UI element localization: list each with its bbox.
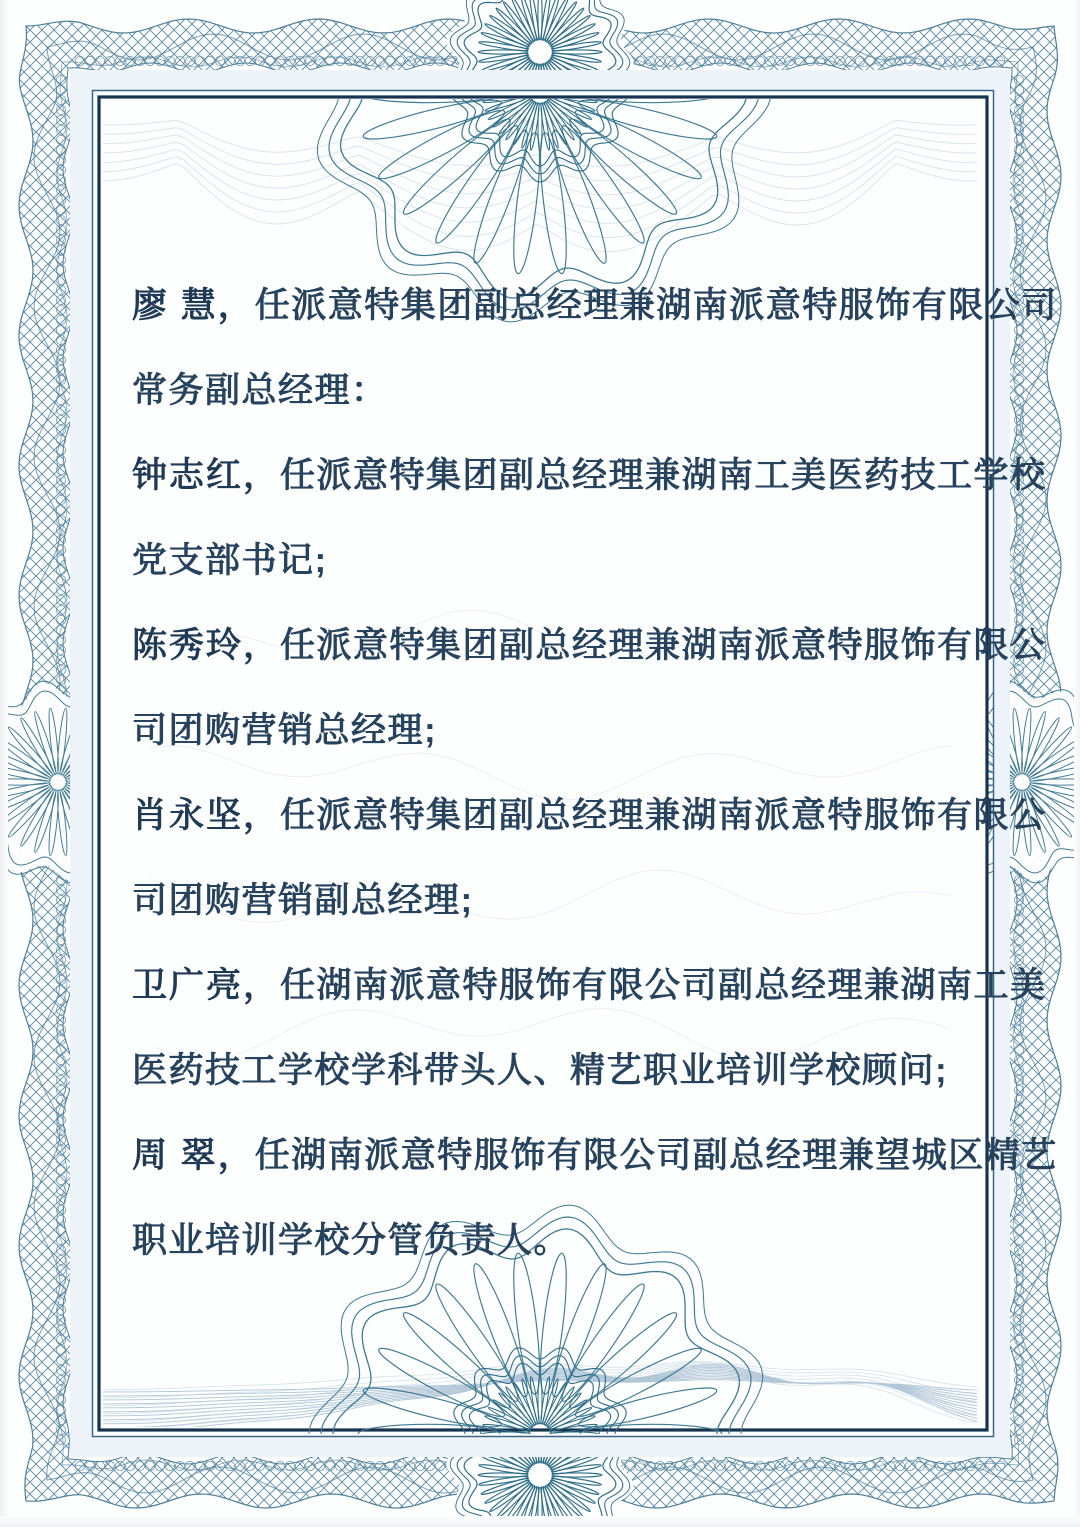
appointment-text: 任湖南派意特服饰有限公司副总经理兼望城区精艺	[254, 1136, 1058, 1175]
text-line	[132, 348, 992, 433]
person-name: 陈秀玲，	[132, 626, 281, 665]
appointment-text: 任湖南派意特服饰有限公司副总经理兼湖南工美	[280, 966, 1047, 1005]
text-line	[132, 1028, 992, 1113]
text-line	[132, 518, 992, 603]
text-line	[132, 858, 992, 943]
person-name: 卫广亮，	[132, 966, 281, 1005]
text-line	[132, 1113, 1058, 1198]
text-line	[132, 433, 1047, 518]
appointment-text: 常务副总经理：	[132, 371, 388, 410]
text-line	[132, 263, 1058, 348]
appointment-text: 任派意特集团副总经理兼湖南派意特服饰有限公	[280, 626, 1047, 665]
appointment-text: 党支部书记;	[132, 541, 328, 580]
appointment-text: 医药技工学校学科带头人、精艺职业培训学校顾问;	[132, 1051, 949, 1090]
appointment-text: 任派意特集团副总经理兼湖南工美医药技工学校	[280, 456, 1047, 495]
appointment-text: 任派意特集团副总经理兼湖南派意特服饰有限公	[280, 796, 1047, 835]
text-line	[132, 1198, 992, 1283]
appointment-text: 任派意特集团副总经理兼湖南派意特服饰有限公司	[254, 286, 1058, 325]
text-line	[132, 943, 1047, 1028]
appointment-text: 司团购营销总经理;	[132, 711, 438, 750]
person-name: 肖永坚，	[132, 796, 281, 835]
appointment-text: 司团购营销副总经理;	[132, 881, 474, 920]
person-name: 廖 慧，	[132, 286, 255, 325]
text-line	[132, 773, 1047, 858]
person-name: 钟志红，	[132, 456, 281, 495]
text-block	[132, 263, 1058, 1283]
person-name: 周 翠，	[132, 1136, 255, 1175]
appointment-text: 职业培训学校分管负责人。	[132, 1221, 571, 1260]
text-line	[132, 603, 1047, 688]
text-line	[132, 688, 992, 773]
